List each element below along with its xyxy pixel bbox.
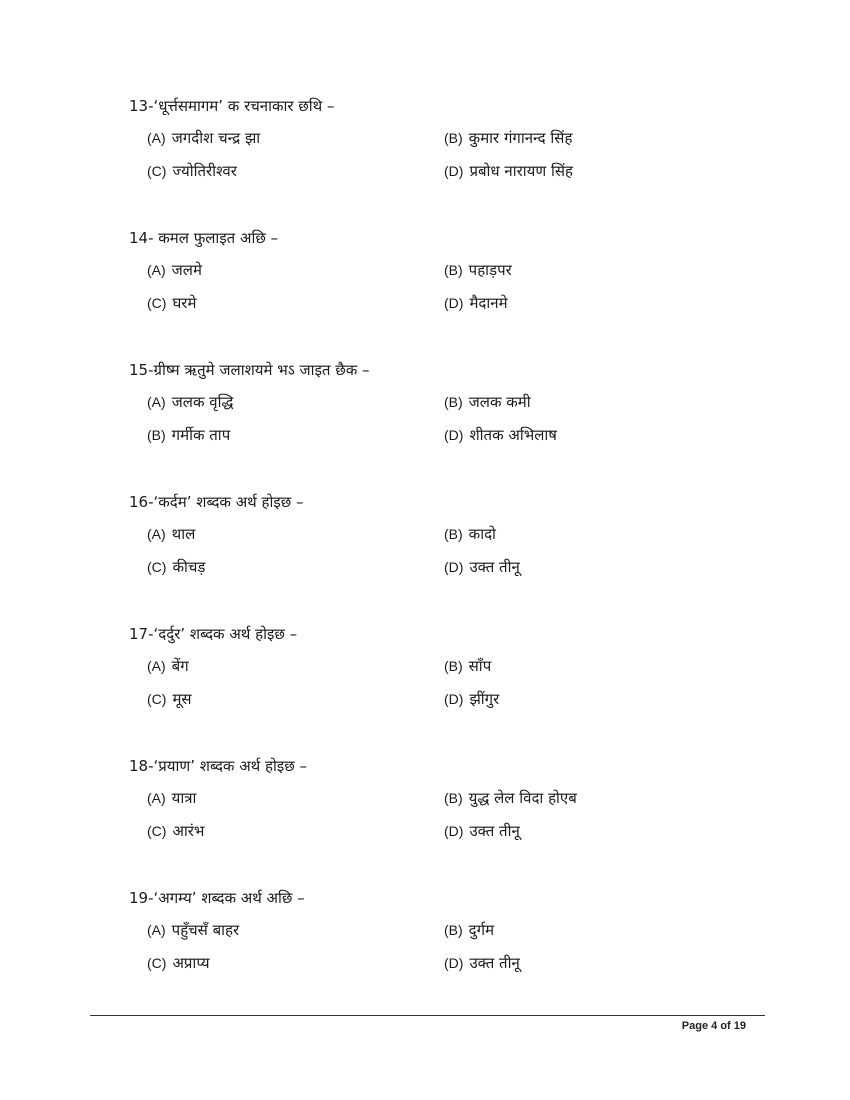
option-letter: (D) [444,823,464,839]
footer-divider [90,1015,765,1016]
option-d [444,821,520,841]
question-text: 16-‘कर्दम’ शब्दक अर्थ होइछ – [129,493,304,511]
question-text: 18-‘प्रयाण’ शब्दक अर्थ होइछ – [129,757,308,775]
option-letter: (C) [147,295,167,311]
option-text: कीचड़ [172,558,206,576]
option-letter: (A) [147,394,166,410]
option-text: जलक कमी [468,393,531,411]
option-text: अप्राप्य [172,954,210,972]
option-a [147,524,195,544]
option-b [444,524,496,544]
option-a [147,920,239,940]
option-c [147,425,230,445]
option-letter: (A) [147,130,166,146]
option-a [147,656,189,676]
option-text: गर्मीक ताप [171,426,231,444]
option-letter: (B) [444,526,463,542]
option-c [147,953,210,973]
option-a [147,788,196,808]
option-letter: (B) [444,262,463,278]
option-letter: (A) [147,658,166,674]
option-d [444,689,499,709]
option-text: कुमार गंगानन्द सिंह [468,129,573,147]
option-letter: (C) [147,163,167,179]
option-letter: (D) [444,163,464,179]
option-d [444,161,573,181]
option-b [444,788,577,808]
option-letter: (B) [444,394,463,410]
option-letter: (B) [444,130,463,146]
option-text: ज्योतिरीश्वर [172,162,237,180]
option-text: उक्त तीनू [469,558,520,576]
option-d [444,425,557,445]
option-b [444,656,491,676]
option-d [444,293,508,313]
option-c [147,689,192,709]
option-letter: (C) [147,823,167,839]
page-number: Page 4 of 19 [681,1020,746,1032]
option-letter: (D) [444,691,464,707]
option-text: थाल [171,525,196,543]
option-text: उक्त तीनू [469,822,520,840]
option-a [147,260,202,280]
option-text: यात्रा [171,789,197,807]
option-a [147,128,260,148]
option-b [444,128,572,148]
option-c [147,293,196,313]
option-text: प्रबोध नारायण सिंह [469,162,573,180]
option-letter: (B) [444,790,463,806]
option-text: युद्ध लेल विदा होएब [468,789,577,807]
option-letter: (B) [444,658,463,674]
option-text: मूस [172,690,192,708]
option-letter: (D) [444,427,464,443]
option-c [147,557,205,577]
option-letter: (A) [147,922,166,938]
option-letter: (C) [147,559,167,575]
option-b [444,920,494,940]
option-letter: (A) [147,262,166,278]
option-text: मैदानमे [469,294,508,312]
option-letter: (C) [147,691,167,707]
option-text: झींगुर [469,690,500,708]
option-c [147,821,204,841]
option-text: उक्त तीनू [469,954,520,972]
option-text: दुर्गम [468,921,495,939]
option-letter: (D) [444,955,464,971]
option-text: पहाड़पर [468,261,512,279]
option-letter: (B) [444,922,463,938]
option-text: बेंग [171,657,189,675]
option-text: जलक वृद्धि [171,393,234,411]
question-text: 17-‘दर्दुर’ शब्दक अर्थ होइछ – [129,625,298,643]
question-text: 19-‘अगम्य’ शब्दक अर्थ अछि – [129,889,305,907]
option-letter: (D) [444,559,464,575]
question-text: 14- कमल फुलाइत अछि – [129,229,279,247]
option-letter: (A) [147,790,166,806]
option-text: जलमे [171,261,202,279]
question-text: 15-ग्रीष्म ऋतुमे जलाशयमे भऽ जाइत छैक – [129,361,370,379]
option-letter: (A) [147,526,166,542]
option-text: कादो [468,525,496,543]
option-text: घरमे [172,294,197,312]
option-c [147,161,237,181]
option-text: आरंभ [172,822,205,840]
option-text: साँप [468,657,492,675]
option-letter: (C) [147,955,167,971]
option-d [444,953,520,973]
option-text: जगदीश चन्द्र झा [171,129,261,147]
option-text: शीतक अभिलाष [469,426,557,444]
option-a [147,392,233,412]
option-letter: (B) [147,427,166,443]
option-letter: (D) [444,295,464,311]
option-text: पहुँचसँ बाहर [171,921,240,939]
option-d [444,557,520,577]
option-b [444,392,531,412]
option-b [444,260,512,280]
question-text: 13-‘धूर्त्तसमागम’ क रचनाकार छथि – [129,97,335,115]
